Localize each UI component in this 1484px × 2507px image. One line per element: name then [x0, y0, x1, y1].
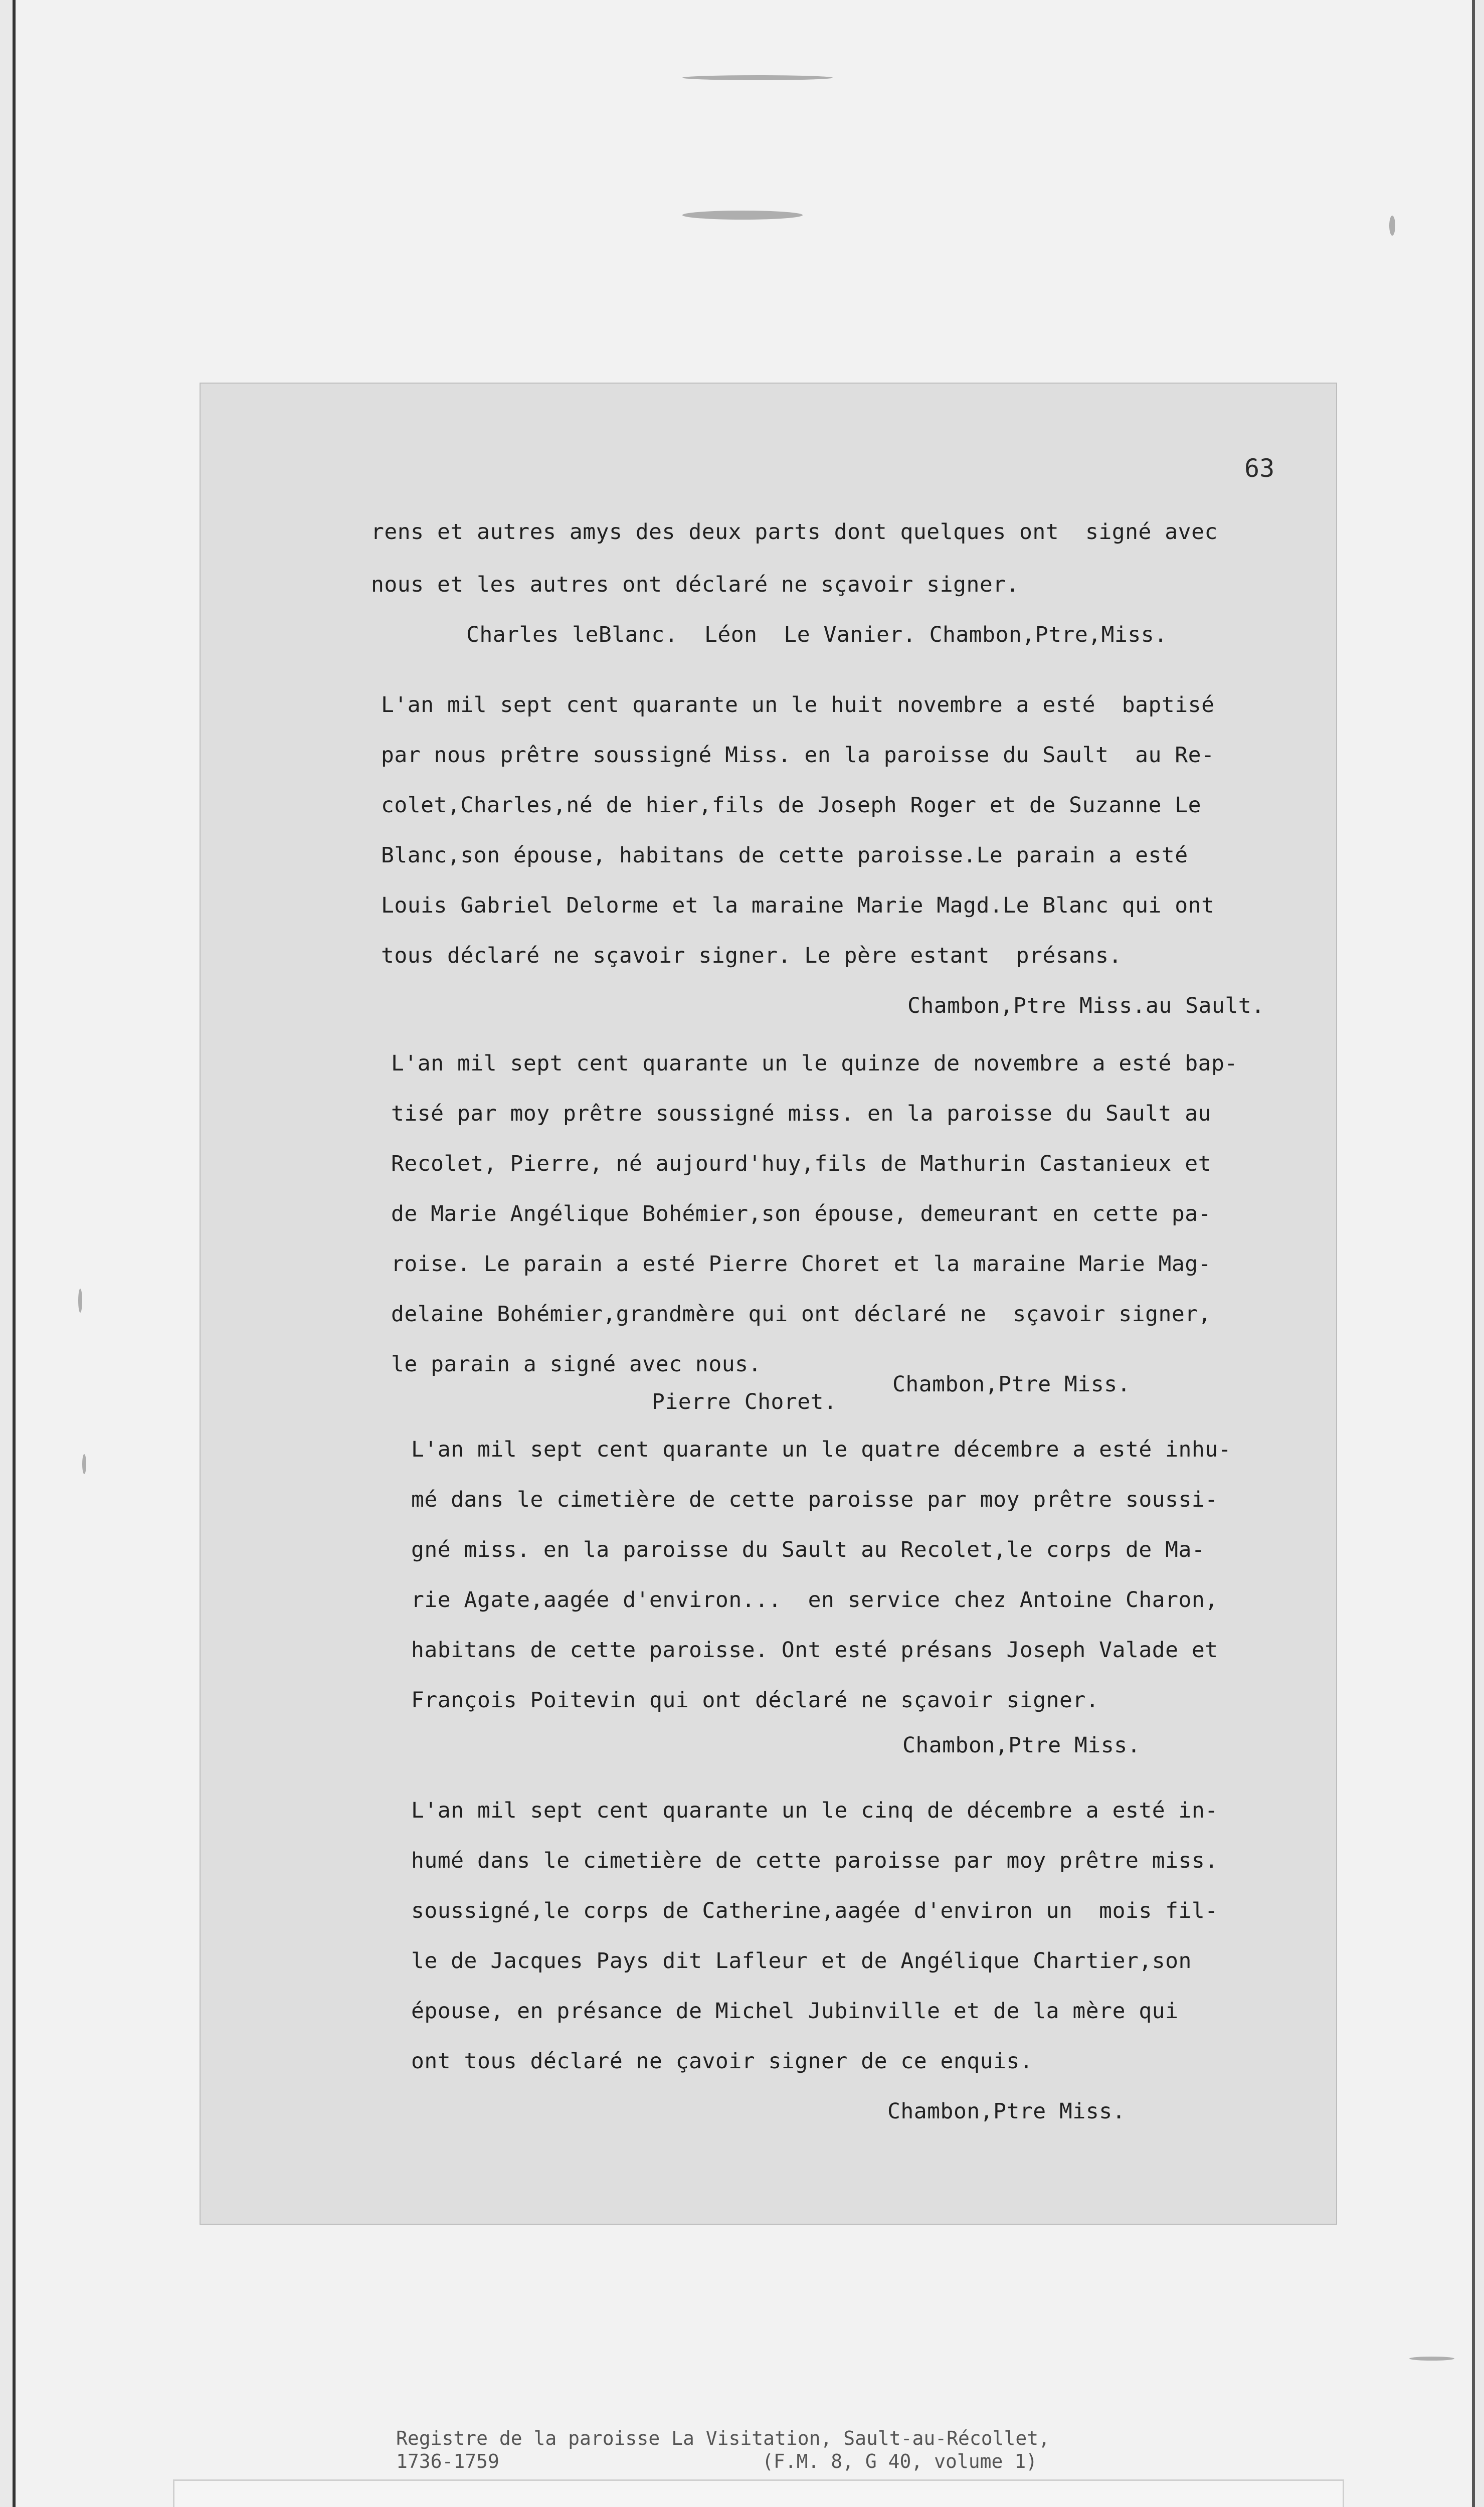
text-line: habitans de cette paroisse. Ont esté présans Joseph Valade et [411, 1638, 1218, 1663]
caption-reference: (F.M. 8, G 40, volume 1) [762, 2450, 1038, 2472]
text-line: rens et autres amys des deux parts dont quelques ont signé avec [371, 519, 1218, 545]
film-mark [1389, 216, 1395, 236]
text-line: Recolet, Pierre, né aujourd'huy,fils de Mathurin Castanieux et [391, 1151, 1212, 1176]
text-line: gné miss. en la paroisse du Sault au Recolet,le corps de Ma- [411, 1537, 1205, 1562]
text-line: François Poitevin qui ont déclaré ne sçavoir signer. [411, 1688, 1099, 1713]
text-line: mé dans le cimetière de cette paroisse par moy prêtre soussi- [411, 1487, 1218, 1512]
text-line: nous et les autres ont déclaré ne sçavoir signer. [371, 572, 1020, 597]
archive-caption [396, 2427, 1098, 2473]
film-mark [1409, 2357, 1454, 2361]
film-mark [682, 211, 803, 220]
signature-line: Chambon,Ptre Miss. [887, 2099, 1126, 2124]
text-line: L'an mil sept cent quarante un le cinq de décembre a esté in- [411, 1798, 1218, 1823]
page-number: 63 [1244, 454, 1275, 483]
text-line: roise. Le parain a esté Pierre Choret et la maraine Marie Mag- [391, 1251, 1212, 1277]
text-line: soussigné,le corps de Catherine,aagée d'environ un mois fil- [411, 1898, 1218, 1923]
signature-line: Chambon,Ptre Miss. [892, 1372, 1131, 1397]
text-line: de Marie Angélique Bohémier,son épouse, demeurant en cette pa- [391, 1201, 1212, 1226]
typed-register-page [201, 384, 1336, 2224]
text-line: L'an mil sept cent quarante un le quinze de novembre a esté bap- [391, 1051, 1238, 1076]
signature-line: Chambon,Ptre Miss. [902, 1733, 1141, 1758]
film-mark [82, 1454, 86, 1474]
film-mark [682, 75, 833, 80]
text-line: épouse, en présance de Michel Jubinville et de la mère qui [411, 1999, 1179, 2024]
text-line: tous déclaré ne sçavoir signer. Le père estant présans. [381, 943, 1122, 968]
caption-title: Registre de la paroisse La Visitation, Sault-au-Récollet, [396, 2427, 1050, 2449]
signature-line: Chambon,Ptre Miss.au Sault. [907, 993, 1265, 1018]
signature-line: Charles leBlanc. Léon Le Vanier. Chambon,Ptre,Miss. [466, 622, 1168, 647]
text-line: Louis Gabriel Delorme et la maraine Marie Magd.Le Blanc qui ont [381, 893, 1215, 918]
text-line: humé dans le cimetière de cette paroisse par moy prêtre miss. [411, 1848, 1218, 1873]
text-line: par nous prêtre soussigné Miss. en la paroisse du Sault au Re- [381, 743, 1215, 768]
text-line: L'an mil sept cent quarante un le quatre décembre a esté inhu- [411, 1437, 1232, 1462]
text-line: ont tous déclaré ne çavoir signer de ce enquis. [411, 2049, 1033, 2074]
film-mark [78, 1289, 82, 1313]
text-line: tisé par moy prêtre soussigné miss. en la paroisse du Sault au [391, 1101, 1212, 1126]
text-line: rie Agate,aagée d'environ... en service chez Antoine Charon, [411, 1587, 1218, 1613]
signature-line: Pierre Choret. [652, 1389, 837, 1414]
text-line: colet,Charles,né de hier,fils de Joseph Roger et de Suzanne Le [381, 793, 1202, 818]
text-line: le parain a signé avec nous. [391, 1352, 762, 1377]
text-line: Blanc,son épouse, habitans de cette paroisse.Le parain a esté [381, 843, 1188, 868]
text-line: le de Jacques Pays dit Lafleur et de Angélique Chartier,son [411, 1948, 1192, 1974]
text-line: delaine Bohémier,grandmère qui ont déclaré ne sçavoir signer, [391, 1302, 1212, 1327]
caption-dates: 1736-1759 [396, 2450, 499, 2472]
archives-stamp [173, 2479, 1344, 2507]
text-line: L'an mil sept cent quarante un le huit novembre a esté baptisé [381, 692, 1215, 718]
